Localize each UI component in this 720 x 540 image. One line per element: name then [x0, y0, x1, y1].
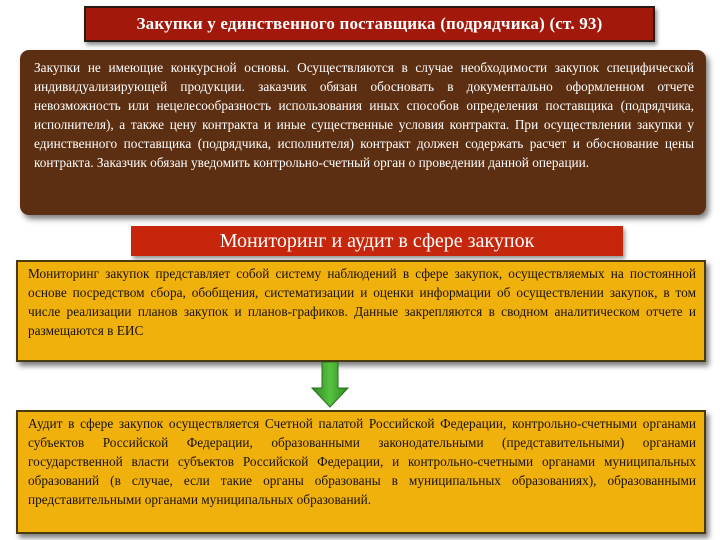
section-heading-text: Мониторинг и аудит в сфере закупок	[219, 229, 535, 252]
monitoring-panel	[16, 260, 706, 362]
single-supplier-panel	[20, 50, 706, 215]
section-heading	[131, 226, 623, 256]
slide-title	[84, 6, 655, 42]
slide-title-text: Закупки у единственного поставщика (подрядчика) (ст. 93)	[136, 14, 603, 33]
single-supplier-text: Закупки не имеющие конкурсной основы. Осуществляются в случае необходимости закупок специфической индивидуализирующей продукции. заказчик обязан обосновать в документально оформленном отчете невозможность или нецелесообразность использования иных способов определения поставщика (подрядчика, исполнителя), а также цену контракта и иные существенные условия контракта. При осуществлении закупки у единственного поставщика (подрядчика, исполнителя) контракт должен содержать расчет и обоснование цены контракта. Заказчик обязан уведомить контрольно-счетный орган о проведении данной операции.	[34, 60, 694, 170]
audit-panel	[16, 410, 706, 534]
audit-text: Аудит в сфере закупок осуществляется Счетной палатой Российской Федерации, контрольно-счетными органами субъектов Российской Федерации, образованными законодательными (представительными) органами государственной власти субъектов Российской Федерации, и контрольно-счетными органами муниципальных образований (в случае, если такие органы образованы в муниципальных образованиях), образованными представительными органами муниципальных образований.	[28, 416, 696, 507]
monitoring-text: Мониторинг закупок представляет собой систему наблюдений в сфере закупок, осуществляемых на постоянной основе посредством сбора, обобщения, систематизации и оценки информации об осуществлении закупок, в том числе реализации планов закупок и планов-графиков. Данные закрепляются в сводном аналитическом отчете и размещаются в ЕИС	[28, 266, 696, 338]
arrow-down-icon	[310, 362, 350, 408]
